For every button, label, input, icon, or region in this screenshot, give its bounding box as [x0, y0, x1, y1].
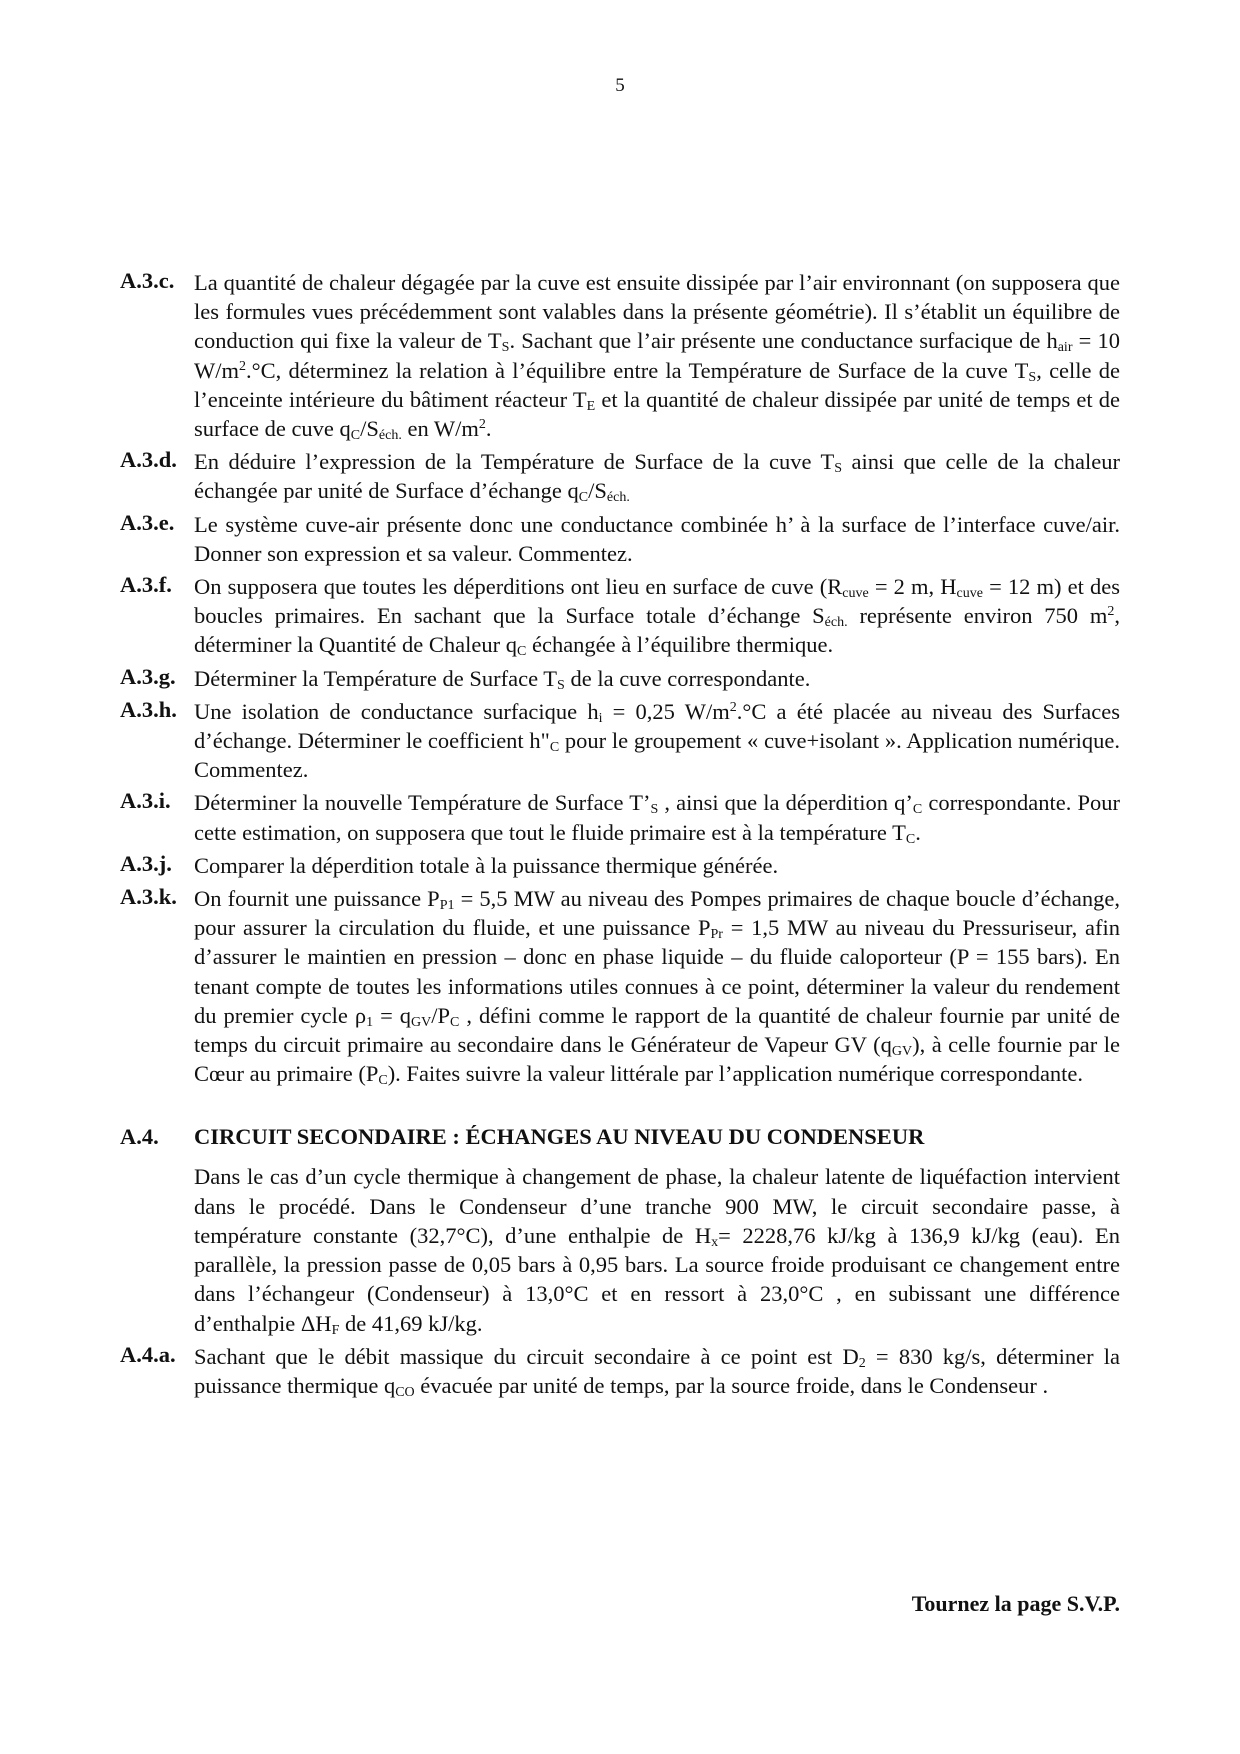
- question-list-a4: [120, 1342, 1120, 1400]
- question-label: A.4.a.: [120, 1341, 176, 1367]
- question-text: On supposera que toutes les déperditions ont lieu en surface de cuve ($R_{cuve} = 2$ m, $H_{cuve} = 12$ m) et des boucles primaires. En sachant que la Surface totale d’échange $S_{éch.}$ représente environ 750 $m^2$, déterminer la Quantité de Chaleur $q_C$ échangée à l’équilibre thermique.: [194, 574, 1120, 660]
- question-label: A.3.f.: [120, 572, 172, 598]
- question-text: Déterminer la nouvelle Température de Surface $T’_S$ , ainsi que la déperdition $q’_C$ correspondante. Pour cette estimation, on supposera que tout le fluide primaire est à la température $T_C$.: [194, 790, 1121, 847]
- question-label: A.3.e.: [120, 509, 175, 535]
- question-a3d: [120, 447, 1120, 505]
- page-content: [120, 264, 1120, 1400]
- question-label: A.3.h.: [120, 696, 177, 722]
- section-title: CIRCUIT SECONDAIRE : ÉCHANGES AU NIVEAU DU CONDENSEUR: [194, 1124, 925, 1150]
- question-text: Le système cuve-air présente donc une conductance combinée h’ à la surface de l’interface cuve/air. Donner son expression et sa valeur. Commentez.: [194, 511, 1120, 566]
- question-label: A.3.c.: [120, 268, 175, 293]
- question-text: Sachant que le débit massique du circuit secondaire à ce point est $D_2 = 830$ kg/s, déterminer la puissance thermique $q_{CO}$ évacuée par unité de temps, par la source froide, dans le Condenseur .: [194, 1343, 1121, 1400]
- question-a3g: [120, 664, 1120, 693]
- footer-note: Tournez la page S.V.P.: [911, 1591, 1120, 1616]
- question-text: Déterminer la Température de Surface $T_S$ de la cuve correspondante.: [194, 665, 811, 693]
- question-a4a: [120, 1342, 1120, 1400]
- question-text: Comparer la déperdition totale à la puissance thermique générée.: [194, 852, 779, 878]
- question-label: A.3.g.: [120, 663, 176, 689]
- question-a3h: [120, 697, 1120, 785]
- question-text: En déduire l’expression de la Température de Surface de la cuve $T_S$ ainsi que celle de la chaleur échangée par unité de Surface d’échange $q_C/S_{éch.}$: [194, 449, 1121, 506]
- section-label: A.4.: [120, 1124, 159, 1150]
- question-a3j: [120, 851, 1120, 880]
- question-text: On fournit une puissance $P_{P1} = 5,5$ MW au niveau des Pompes primaires de chaque boucle d’échange, pour assurer la circulation du fluide, et une puissance $P_{Pr} = 1,5$ MW au niveau du Pressuriseur, afin d’assurer le maintien en pression – donc en phase liquide – du fluide caloporteur (P = 155 bars). En tenant compte de toutes les informations utiles connues à ce point, déterminer la valeur du rendement du premier cycle $\rho_1 = q_{GV}/P_C$ , défini comme le rapport de la quantité de chaleur fournie par unité de temps du circuit primaire au secondaire dans le Générateur de Vapeur GV $(q_{GV})$, à celle fournie par le Cœur au primaire $(P_C)$. Faites suivre la valeur littérale par l’application numérique correspondante.: [194, 886, 1120, 1089]
- question-a3i: [120, 788, 1120, 846]
- question-a3f: [120, 572, 1120, 660]
- question-a3k: [120, 884, 1120, 1088]
- page-number: 5: [615, 75, 625, 96]
- question-label: A.3.i.: [120, 788, 171, 814]
- question-label: A.3.k.: [120, 884, 177, 910]
- question-text: Une isolation de conductance surfacique $h_i = 0,25$ $W/m^2.^\circ C$ a été placée au niveau des Surfaces d’échange. Déterminer le coefficient $h"_C$ pour le groupement « cuve+isolant ». Application numérique. Commentez.: [194, 698, 1121, 783]
- question-a3e: [120, 510, 1120, 568]
- section-heading: [120, 1122, 1120, 1152]
- question-label: A.3.j.: [120, 850, 172, 876]
- section-intro: [120, 1162, 1120, 1337]
- question-list-a3: [120, 268, 1120, 1088]
- section-intro-text: Dans le cas d’un cycle thermique à changement de phase, la chaleur latente de liquéfaction intervient dans le procédé. Dans le Condenseur d’une tranche 900 MW, le circuit secondaire passe, à température constante (32,7°C), d’une enthalpie de $H_x= 2228,76$ kJ/kg à 136,9 kJ/kg (eau). En parallèle, la pression passe de 0,05 bars à 0,95 bars. La source froide produisant ce changement entre dans l’échangeur (Condenseur) à 13,0°C et en ressort à 23,0°C , en subissant une différence d’enthalpie $\Delta H_F$ de 41,69 kJ/kg.: [194, 1164, 1120, 1338]
- question-label: A.3.d.: [120, 447, 177, 473]
- question-a3c: [120, 268, 1120, 443]
- question-text: La quantité de chaleur dégagée par la cuve est ensuite dissipée par l’air environnant (on supposera que les formules vues précédemment sont valables dans la présente géométrie). Il s’établit un équilibre de conduction qui fixe la valeur de $T_S$. Sachant que l’air présente une conductance surfacique de $h_{air} = 10$ $W/m^2.^\circ C$, déterminez la relation à l’équilibre entre la Température de Surface de la cuve $T_S$, celle de l’enceinte intérieure du bâtiment réacteur $T_E$ et la quantité de chaleur dissipée par unité de temps et de surface de cuve $q_C/S_{éch.}$ en $W/m^2$.: [194, 270, 1120, 444]
